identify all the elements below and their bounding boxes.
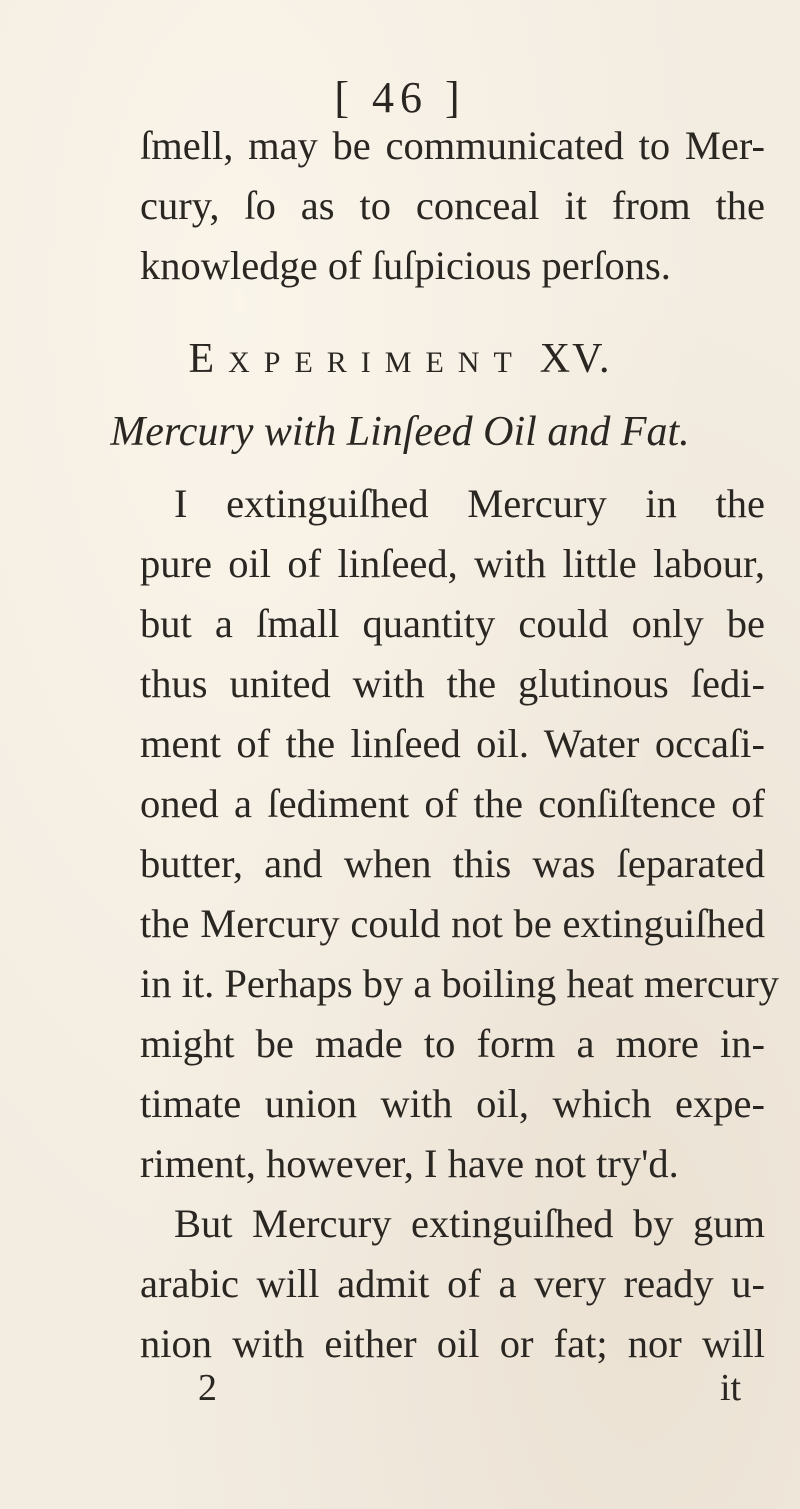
text-line: the Mercury could not be extinguiſhed xyxy=(140,901,765,946)
signature-mark: 2 xyxy=(198,1367,217,1409)
text-line: cury, ſo as to conceal it from the xyxy=(140,183,765,228)
heading-numeral: XV. xyxy=(539,336,612,382)
text-line: but a ſmall quantity could only be xyxy=(140,601,765,646)
text-line: I extinguiſhed Mercury in the xyxy=(174,481,765,526)
text-line: arabic will admit of a very ready u- xyxy=(140,1261,765,1306)
heading-initial: E xyxy=(188,336,229,382)
text-line: pure oil of linſeed, with little labour, xyxy=(140,541,765,586)
text-line: ſmell, may be communicated to Mer- xyxy=(140,123,765,168)
text-line: ment of the linſeed oil. Water occaſi- xyxy=(140,721,765,766)
heading-word: XPERIMENT xyxy=(228,346,526,379)
intro-paragraph xyxy=(140,116,765,296)
text-line: oned a ſediment of the conſiſtence of xyxy=(140,781,765,826)
text-line: nion with either oil or fat; nor will xyxy=(140,1321,765,1366)
experiment-heading xyxy=(0,329,800,393)
text-line: But Mercury extinguiſhed by gum xyxy=(174,1201,765,1246)
text-line: riment, however, I have not try'd. xyxy=(140,1141,679,1186)
text-line: timate union with oil, which expe- xyxy=(140,1081,765,1126)
catchword: it xyxy=(720,1367,742,1409)
text-line: knowledge of ſuſpicious perſons. xyxy=(140,243,671,288)
text-line: in it. Perhaps by a boiling heat mercury xyxy=(140,961,779,1006)
text-line: thus united with the glutinous ſedi- xyxy=(140,661,765,706)
page-number: [ 46 ] xyxy=(334,73,466,122)
experiment-subtitle: Mercury with Linſeed Oil and Fat. xyxy=(110,409,690,455)
main-paragraph xyxy=(140,474,779,1374)
text-line: butter, and when this was ſeparated xyxy=(140,841,765,886)
text-line: might be made to form a more in- xyxy=(140,1021,765,1066)
